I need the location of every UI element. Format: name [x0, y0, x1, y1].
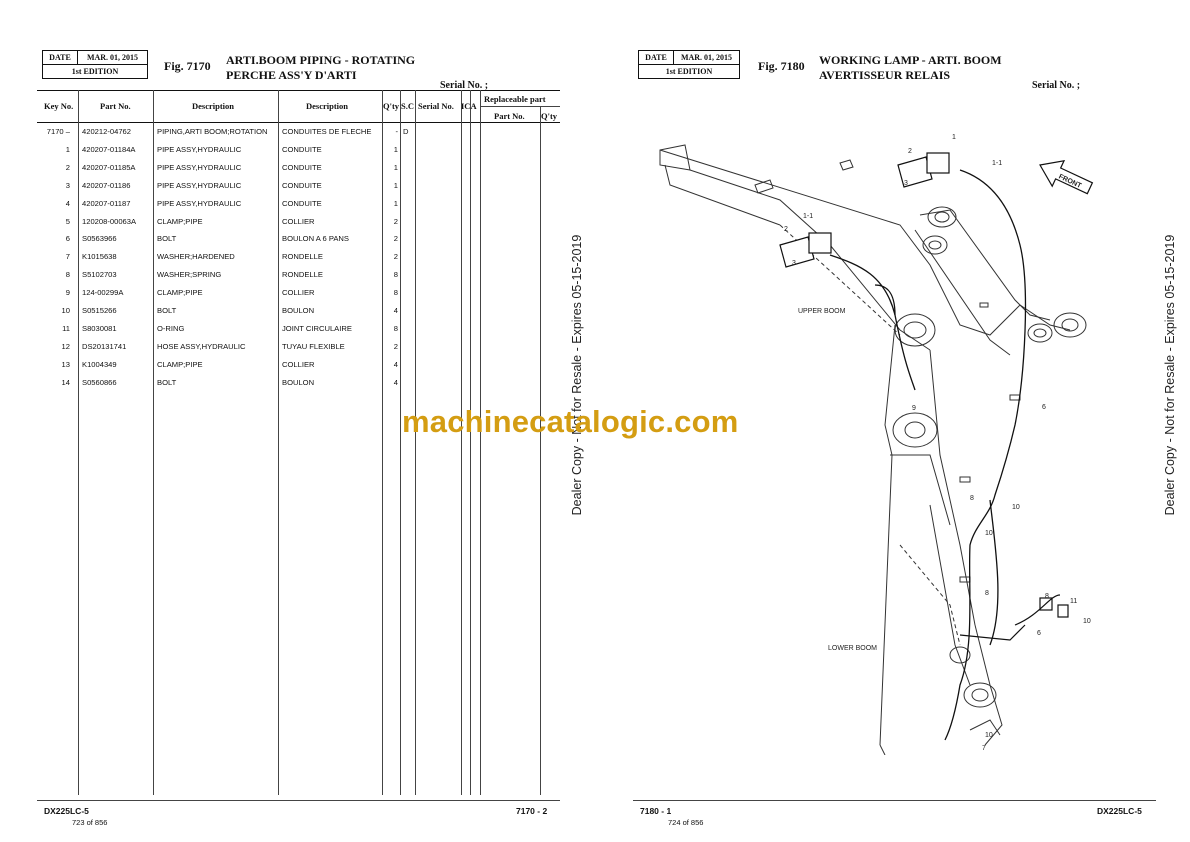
cell-desc-fr: TUYAU FLEXIBLE: [282, 341, 345, 351]
callout-6: 6: [1042, 404, 1046, 411]
cell-key: 13: [61, 359, 70, 369]
cell-key: 7: [65, 252, 70, 262]
cell-qty: 8: [393, 288, 398, 298]
col-serial: Serial No.: [418, 101, 454, 111]
cell-key: 3: [65, 180, 70, 190]
footer-page-ref: 7180 - 1: [640, 806, 672, 816]
figure-title-en: WORKING LAMP - ARTI. BOOM: [819, 53, 1002, 67]
cell-part: 124-00299A: [82, 288, 124, 298]
col-sc: S.C: [401, 101, 414, 111]
cell-part: 420207-01185A: [82, 162, 136, 172]
cell-qty: 2: [393, 252, 398, 262]
cell-desc-fr: CONDUITE: [282, 144, 322, 154]
cell-sc: D: [403, 127, 409, 136]
figure-title: [819, 53, 1002, 83]
cell-key: 5: [65, 216, 70, 226]
col-ica: ICA: [461, 101, 477, 111]
callout-9: 9: [912, 405, 916, 412]
dealer-notice-right: Dealer Copy - Not for Resale - Expires 05-15-2019: [1163, 234, 1177, 516]
cell-part: S0515266: [82, 306, 117, 315]
cell-desc-fr: RONDELLE: [282, 270, 323, 280]
cell-qty: 4: [393, 306, 398, 315]
cell-key: 4: [65, 198, 70, 208]
cell-desc-fr: CONDUITES DE FLECHE: [282, 127, 372, 136]
date-label: DATE: [639, 51, 674, 64]
cell-qty: 4: [393, 377, 398, 387]
cell-desc-fr: RONDELLE: [282, 252, 323, 262]
serial-number: Serial No. ;: [1032, 80, 1081, 91]
cell-qty: 8: [393, 270, 398, 280]
date-box: [638, 50, 740, 79]
cell-desc-fr: COLLIER: [282, 216, 315, 226]
cell-desc: WASHER;SPRING: [157, 270, 222, 280]
footer-model: DX225LC-5: [1097, 806, 1142, 816]
figure-title: [226, 53, 415, 83]
edition: 1st EDITION: [665, 66, 713, 76]
date-label: DATE: [43, 51, 78, 64]
cell-part: 420207-01184A: [82, 144, 136, 154]
cell-key: 12: [61, 341, 70, 351]
footer-page-ref: 7170 - 2: [516, 806, 548, 816]
cell-desc-fr: BOULON: [282, 377, 315, 387]
callout-10-upper: 10: [1012, 504, 1020, 511]
footer-model: DX225LC-5: [44, 806, 89, 816]
callout-3-lower: 3: [792, 260, 796, 267]
cell-key: 2: [65, 162, 70, 172]
callout-2-upper: 2: [908, 148, 912, 155]
cell-key: 1: [65, 144, 70, 154]
cell-key: 6: [65, 234, 70, 244]
cell-desc: CLAMP;PIPE: [157, 288, 203, 298]
callout-10-middle: 10: [985, 530, 993, 537]
figure-title-fr: PERCHE ASS'Y D'ARTI: [226, 68, 357, 82]
cell-desc: HOSE ASSY,HYDRAULIC: [157, 341, 246, 351]
figure-number: Fig. 7170: [164, 59, 211, 73]
cell-desc: PIPE ASSY,HYDRAULIC: [157, 198, 242, 208]
footer-page-count: 724 of 856: [668, 818, 704, 827]
cell-part: S0560866: [82, 377, 117, 387]
cell-part: DS20131741: [82, 341, 127, 351]
date-box: [42, 50, 148, 79]
cell-key: 11: [62, 323, 70, 333]
boom-diagram: [630, 125, 1100, 755]
cell-qty: 8: [393, 323, 398, 333]
callout-8-detail: 8: [1045, 593, 1049, 600]
cell-key: 8: [65, 270, 70, 280]
cell-qty: 1: [393, 198, 398, 208]
cell-desc-fr: BOULON A 6 PANS: [282, 234, 349, 244]
cell-desc: PIPE ASSY,HYDRAULIC: [157, 162, 242, 172]
callout-7: 7: [982, 745, 986, 752]
watermark: machinecatalogic.com: [402, 404, 739, 439]
callout-8-middle: 8: [985, 590, 989, 597]
figure-title-en: ARTI.BOOM PIPING - ROTATING: [226, 53, 416, 67]
col-rep-part: Part No.: [494, 111, 525, 121]
cell-key: 9: [65, 288, 70, 298]
callout-1-1-lower: 1-1: [803, 213, 814, 220]
date-value: MAR. 01, 2015: [680, 53, 733, 62]
cell-qty: -: [395, 127, 398, 136]
cell-desc: CLAMP;PIPE: [157, 216, 203, 226]
cell-part: S8030081: [82, 323, 117, 333]
cell-desc-fr: CONDUITE: [282, 198, 322, 208]
callout-10-lower: 10: [985, 732, 993, 739]
cell-desc: PIPE ASSY,HYDRAULIC: [157, 180, 242, 190]
cell-desc: PIPE ASSY,HYDRAULIC: [157, 144, 242, 154]
callout-10-detail: 10: [1083, 618, 1091, 625]
cell-part: S5102703: [82, 270, 117, 280]
col-qty: Q'ty: [383, 101, 400, 111]
col-part: Part No.: [100, 101, 131, 111]
callout-1: 1: [952, 134, 956, 141]
callout-8-upper: 8: [970, 495, 974, 502]
cell-key: 7170 –: [46, 127, 70, 136]
col-desc-fr: Description: [306, 101, 349, 111]
col-key: Key No.: [44, 101, 74, 111]
col-replaceable: Replaceable part: [484, 94, 546, 104]
cell-key: 14: [61, 377, 70, 387]
cell-part: 120208-00063A: [82, 216, 137, 226]
cell-desc: BOLT: [157, 377, 177, 387]
figure-title-fr: AVERTISSEUR RELAIS: [819, 68, 951, 82]
cell-desc-fr: JOINT CIRCULAIRE: [282, 323, 352, 333]
dealer-notice-left: Dealer Copy - Not for Resale - Expires 05-15-2019: [570, 234, 584, 516]
cell-desc-fr: BOULON: [282, 306, 315, 315]
cell-desc: WASHER;HARDENED: [157, 252, 235, 262]
col-desc: Description: [192, 101, 235, 111]
cell-desc: CLAMP;PIPE: [157, 359, 203, 369]
callout-2-lower: 2: [784, 226, 788, 233]
cell-desc-fr: COLLIER: [282, 359, 315, 369]
front-label: FRONT: [1057, 173, 1083, 190]
cell-desc-fr: CONDUITE: [282, 180, 322, 190]
cell-desc: O-RING: [157, 323, 185, 333]
cell-part: 420207-01187: [82, 198, 131, 208]
cell-desc-fr: CONDUITE: [282, 162, 322, 172]
cell-part: S0563966: [82, 234, 117, 244]
cell-qty: 1: [393, 144, 398, 154]
footer-page-count: 723 of 856: [72, 818, 108, 827]
cell-desc-fr: COLLIER: [282, 288, 315, 298]
cell-qty: 1: [393, 162, 398, 172]
cell-qty: 1: [393, 180, 398, 190]
callout-3-upper: 3: [904, 180, 908, 187]
cell-desc: BOLT: [157, 234, 177, 244]
cell-desc: PIPING,ARTI BOOM;ROTATION: [157, 127, 268, 136]
cell-part: 420212-04762: [82, 127, 131, 136]
cell-key: 10: [61, 306, 70, 315]
upper-boom-label: UPPER BOOM: [798, 308, 846, 315]
edition: 1st EDITION: [71, 66, 119, 76]
cell-qty: 2: [393, 341, 398, 351]
cell-part: K1004349: [82, 359, 117, 369]
cell-qty: 4: [393, 359, 398, 369]
cell-qty: 2: [393, 216, 398, 226]
callout-1-1-upper: 1-1: [992, 160, 1003, 167]
lower-boom-label: LOWER BOOM: [828, 645, 878, 652]
cell-desc: BOLT: [157, 306, 177, 315]
date-value: MAR. 01, 2015: [86, 53, 139, 62]
serial-number: Serial No. ;: [440, 80, 489, 91]
cell-qty: 2: [393, 234, 398, 244]
cell-part: 420207-01186: [82, 180, 131, 190]
callout-6-detail: 6: [1037, 630, 1041, 637]
callout-11: 11: [1070, 598, 1078, 605]
col-rep-qty: Q'ty: [541, 111, 558, 121]
figure-number: Fig. 7180: [758, 59, 805, 73]
cell-part: K1015638: [82, 252, 117, 262]
